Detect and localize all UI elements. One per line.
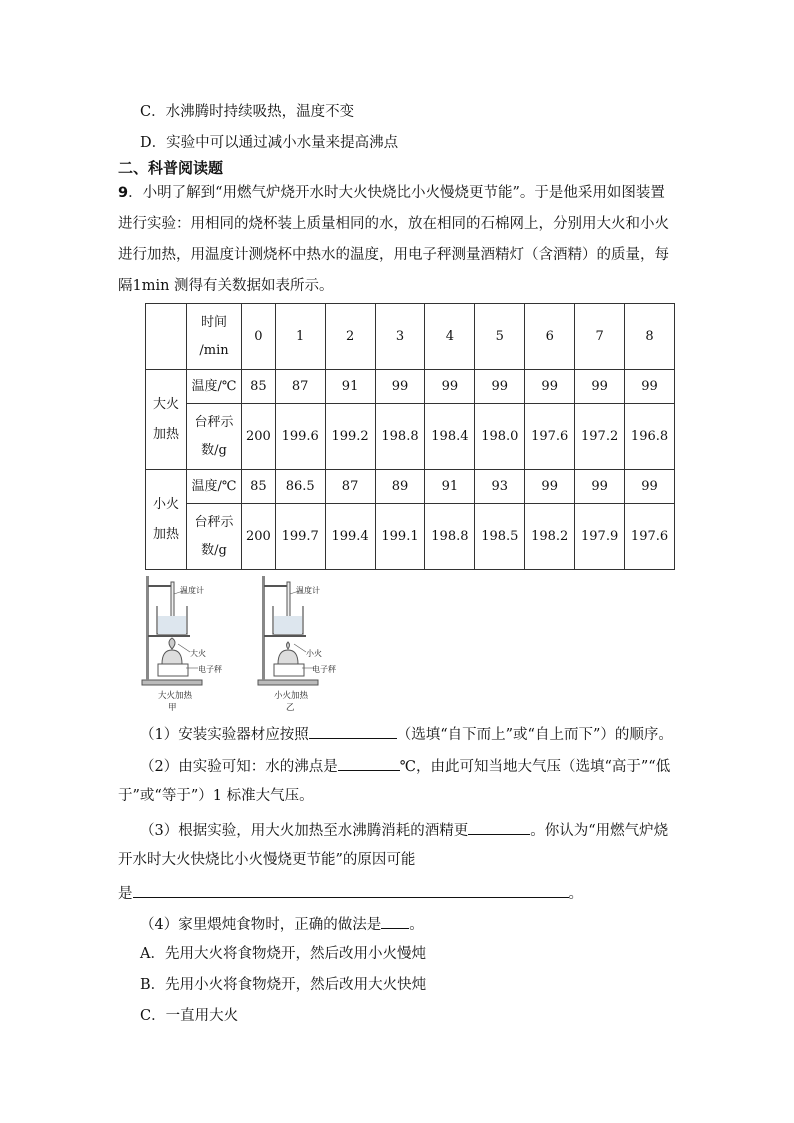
table-cell: 198.8 — [425, 504, 475, 570]
answer-blank-1[interactable] — [309, 722, 397, 739]
table-cell: 99 — [575, 370, 625, 404]
table-row — [146, 404, 675, 470]
time-col: 5 — [475, 304, 525, 370]
table-cell: 198.2 — [525, 504, 575, 570]
table-cell: 99 — [575, 470, 625, 504]
subquestion-4: （4）家里煨炖食物时，正确的做法是 。 — [140, 912, 424, 935]
table-cell: 198.4 — [425, 404, 475, 470]
thermometer-label-left: 温度计 — [180, 586, 204, 595]
table-cell: 93 — [475, 470, 525, 504]
temp-label: 温度/℃ — [187, 470, 242, 504]
time-col: 1 — [275, 304, 325, 370]
table-cell: 197.2 — [575, 404, 625, 470]
option-d: D．实验中可以通过减小水量来提高沸点 — [140, 135, 399, 151]
table-cell: 86.5 — [275, 470, 325, 504]
temp-label: 温度/℃ — [187, 370, 242, 404]
option-a: A．先用大火将食物烧开，然后改用小火慢炖 — [140, 946, 426, 962]
table-cell: 199.4 — [325, 504, 375, 570]
time-col: 6 — [525, 304, 575, 370]
subquestion-2-cont: 于”或“等于”）1 标准大气压。 — [118, 788, 314, 804]
group-label-big-fire: 大火 加热 — [146, 370, 187, 470]
table-cell: 91 — [325, 370, 375, 404]
scale-label: 台秤示 数/g — [187, 504, 242, 570]
table-cell: 199.6 — [275, 404, 325, 470]
time-col: 7 — [575, 304, 625, 370]
option-c-q4: C．一直用大火 — [140, 1008, 239, 1024]
table-cell: 89 — [375, 470, 425, 504]
answer-blank-5[interactable] — [381, 912, 409, 929]
table-cell: 91 — [425, 470, 475, 504]
answer-blank-4[interactable] — [133, 881, 569, 898]
section-title: 二、科普阅读题 — [118, 159, 224, 177]
question-number: 9 — [118, 185, 129, 201]
table-cell: 200 — [242, 504, 276, 570]
time-col: 2 — [325, 304, 375, 370]
table-cell: 199.2 — [325, 404, 375, 470]
table-cell: 198.5 — [475, 504, 525, 570]
scale-label: 台秤示 数/g — [187, 404, 242, 470]
time-header: 时间 /min — [187, 304, 242, 370]
table-cell: 99 — [525, 370, 575, 404]
small-fire-label: 小火 — [306, 649, 322, 658]
table-cell: 197.6 — [625, 504, 675, 570]
table-row — [146, 370, 675, 404]
scale-label-right: 电子秤 — [312, 665, 336, 674]
subquestion-2: （2）由实验可知：水的沸点是 ℃，由此可知当地大气压（选填“高于”“低 — [140, 754, 670, 777]
table-cell: 199.1 — [375, 504, 425, 570]
time-col: 0 — [242, 304, 276, 370]
subquestion-3: （3）根据实验，用大火加热至水沸腾消耗的酒精更 。你认为“用燃气炉烧 — [140, 818, 668, 841]
table-cell: 196.8 — [625, 404, 675, 470]
table-corner-cell — [146, 304, 187, 370]
subquestion-3-reason: 是 。 — [118, 881, 583, 904]
caption-jia: 甲 — [168, 703, 177, 713]
time-col: 8 — [625, 304, 675, 370]
table-cell: 87 — [325, 470, 375, 504]
subquestion-3-cont: 开水时大火快烧比小火慢烧更节能”的原因可能 — [118, 852, 416, 868]
table-cell: 198.0 — [475, 404, 525, 470]
option-c: C．水沸腾时持续吸热，温度不变 — [140, 104, 355, 120]
table-cell: 85 — [242, 470, 276, 504]
table-cell: 85 — [242, 370, 276, 404]
caption-yi: 乙 — [286, 703, 295, 713]
apparatus-diagram — [140, 572, 350, 718]
table-row — [146, 470, 675, 504]
table-cell: 197.9 — [575, 504, 625, 570]
table-cell: 199.7 — [275, 504, 325, 570]
subquestion-1: （1）安装实验器材应按照 （选填“自下而上”或“自上而下”）的顺序。 — [140, 722, 673, 745]
data-table — [145, 303, 675, 570]
table-cell: 197.6 — [525, 404, 575, 470]
table-cell: 99 — [625, 470, 675, 504]
big-fire-label: 大火 — [190, 649, 206, 658]
time-col: 3 — [375, 304, 425, 370]
table-cell: 99 — [425, 370, 475, 404]
scale-label-left: 电子秤 — [198, 665, 222, 674]
table-cell: 200 — [242, 404, 276, 470]
option-b: B．先用小火将食物烧开，然后改用大火快炖 — [140, 977, 427, 993]
answer-blank-3[interactable] — [468, 818, 530, 835]
question-text: ．小明了解到“用燃气炉烧开水时大火快烧比小火慢烧更节能”。于是他采用如图装置进行实验：用相同的烧杯装上质量相同的水，放在相同的石棉网上，分别用大火和小火进行加热，用温度计测烧杯中热水的温度，用电子秤测量酒精灯（含酒精）的质量，每隔1min 测得有关数据如表所示。 — [118, 185, 669, 294]
table-cell: 99 — [375, 370, 425, 404]
thermometer-label-right: 温度计 — [296, 586, 320, 595]
table-cell: 99 — [625, 370, 675, 404]
table-cell: 99 — [525, 470, 575, 504]
question-9-intro — [118, 178, 678, 302]
answer-blank-2[interactable] — [338, 754, 400, 771]
table-header-row — [146, 304, 675, 370]
table-cell: 87 — [275, 370, 325, 404]
caption-small-fire: 小火加热 — [274, 691, 309, 701]
caption-big-fire: 大火加热 — [158, 691, 193, 701]
time-col: 4 — [425, 304, 475, 370]
table-row — [146, 504, 675, 570]
table-cell: 99 — [475, 370, 525, 404]
table-cell: 198.8 — [375, 404, 425, 470]
apparatus-figure — [140, 572, 350, 718]
group-label-small-fire: 小火 加热 — [146, 470, 187, 570]
